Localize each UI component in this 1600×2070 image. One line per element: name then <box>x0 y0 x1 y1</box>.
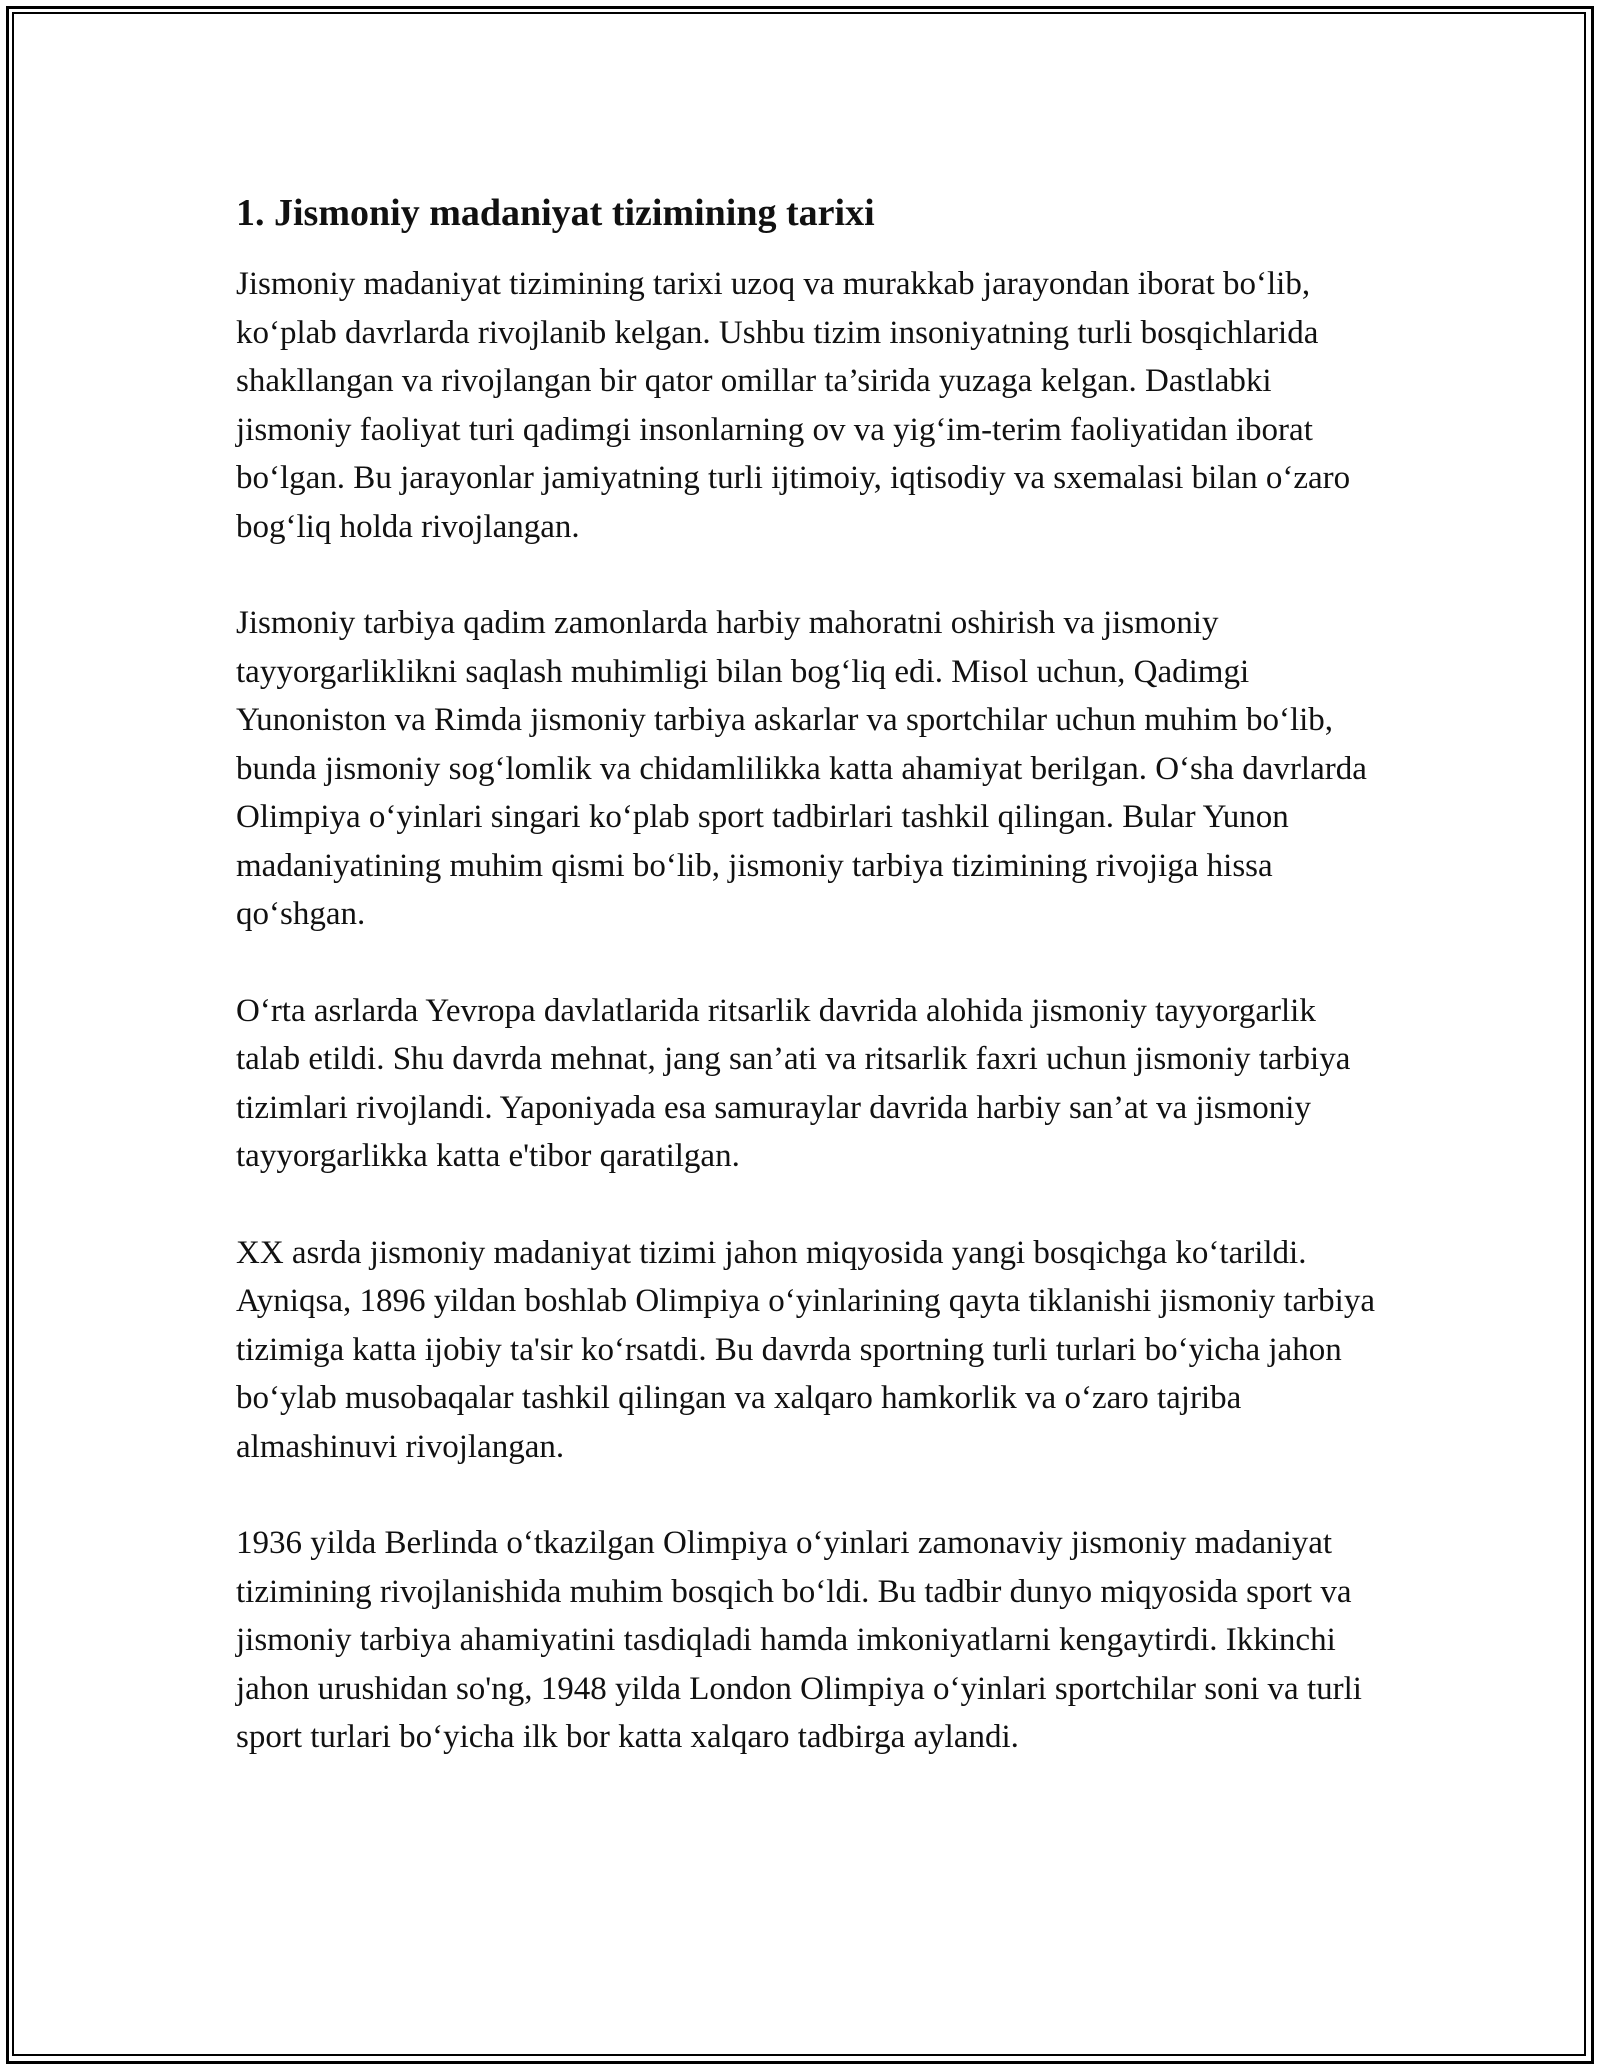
paragraph-2: Jismoniy tarbiya qadim zamonlarda harbiy mahoratni oshirish va jismoniy tayyorgarliklikni saqlash muhimligi bilan bog‘liq edi. Misol uchun, Qadimgi Yunoniston va Rimda jismoniy tarbiya askarlar va sportchilar uchun muhim bo‘lib, bunda jismoniy sog‘lomlik va chidamlilikka katta ahamiyat berilgan. O‘sha davrlarda Olimpiya o‘yinlari singari ko‘plab sport tadbirlari tashkil qilingan. Bular Yunon madaniyatining muhim qismi bo‘lib, jismoniy tarbiya tizimining rivojiga hissa qo‘shgan. <box>236 605 1367 932</box>
paragraph-4: XX asrda jismoniy madaniyat tizimi jahon miqyosida yangi bosqichga ko‘tarildi. Ayniqsa, 1896 yildan boshlab Olimpiya o‘yinlarining qayta tiklanishi jismoniy tarbiya tizimiga katta ijobiy ta'sir ko‘rsatdi. Bu davrda sportning turli turlari bo‘yicha jahon bo‘ylab musobaqalar tashkil qilingan va xalqaro hamkorlik va o‘zaro tajriba almashinuvi rivojlangan. <box>236 1234 1375 1465</box>
section-heading: 1. Jismoniy madaniyat tizimining tarixi <box>236 192 875 234</box>
paragraph-1: Jismoniy madaniyat tizimining tarixi uzoq va murakkab jarayondan iborat bo‘lib, ko‘plab davrlarda rivojlanib kelgan. Ushbu tizim insoniyatning turli bosqichlarida shakllangan va rivojlangan bir qator omillar ta’sirida yuzaga kelgan. Dastlabki jismoniy faoliyat turi qadimgi insonlarning ov va yig‘im-terim faoliyatidan iborat bo‘lgan. Bu jarayonlar jamiyatning turli ijtimoiy, iqtisodiy va sxemalasi bilan o‘zaro bog‘liq holda rivojlangan. <box>236 266 1351 545</box>
paragraph-5: 1936 yilda Berlinda o‘tkazilgan Olimpiya o‘yinlari zamonaviy jismoniy madaniyat tizimining rivojlanishida muhim bosqich bo‘ldi. Bu tadbir dunyo miqyosida sport va jismoniy tarbiya ahamiyatini tasdiqladi hamda imkoniyatlarni kengaytirdi. Ikkinchi jahon urushidan so'ng, 1948 yilda London Olimpiya o‘yinlari sportchilar soni va turli sport turlari bo‘yicha ilk bor katta xalqaro tadbirga aylandi. <box>236 1525 1362 1755</box>
document-body <box>236 188 1376 1810</box>
paragraph-3: O‘rta asrlarda Yevropa davlatlarida ritsarlik davrida alohida jismoniy tayyorgarlik talab etildi. Shu davrda mehnat, jang san’ati va ritsarlik faxri uchun jismoniy tarbiya tizimlari rivojlandi. Yaponiyada esa samuraylar davrida harbiy san’at va jismoniy tayyorgarlikka katta e'tibor qaratilgan. <box>236 992 1351 1174</box>
